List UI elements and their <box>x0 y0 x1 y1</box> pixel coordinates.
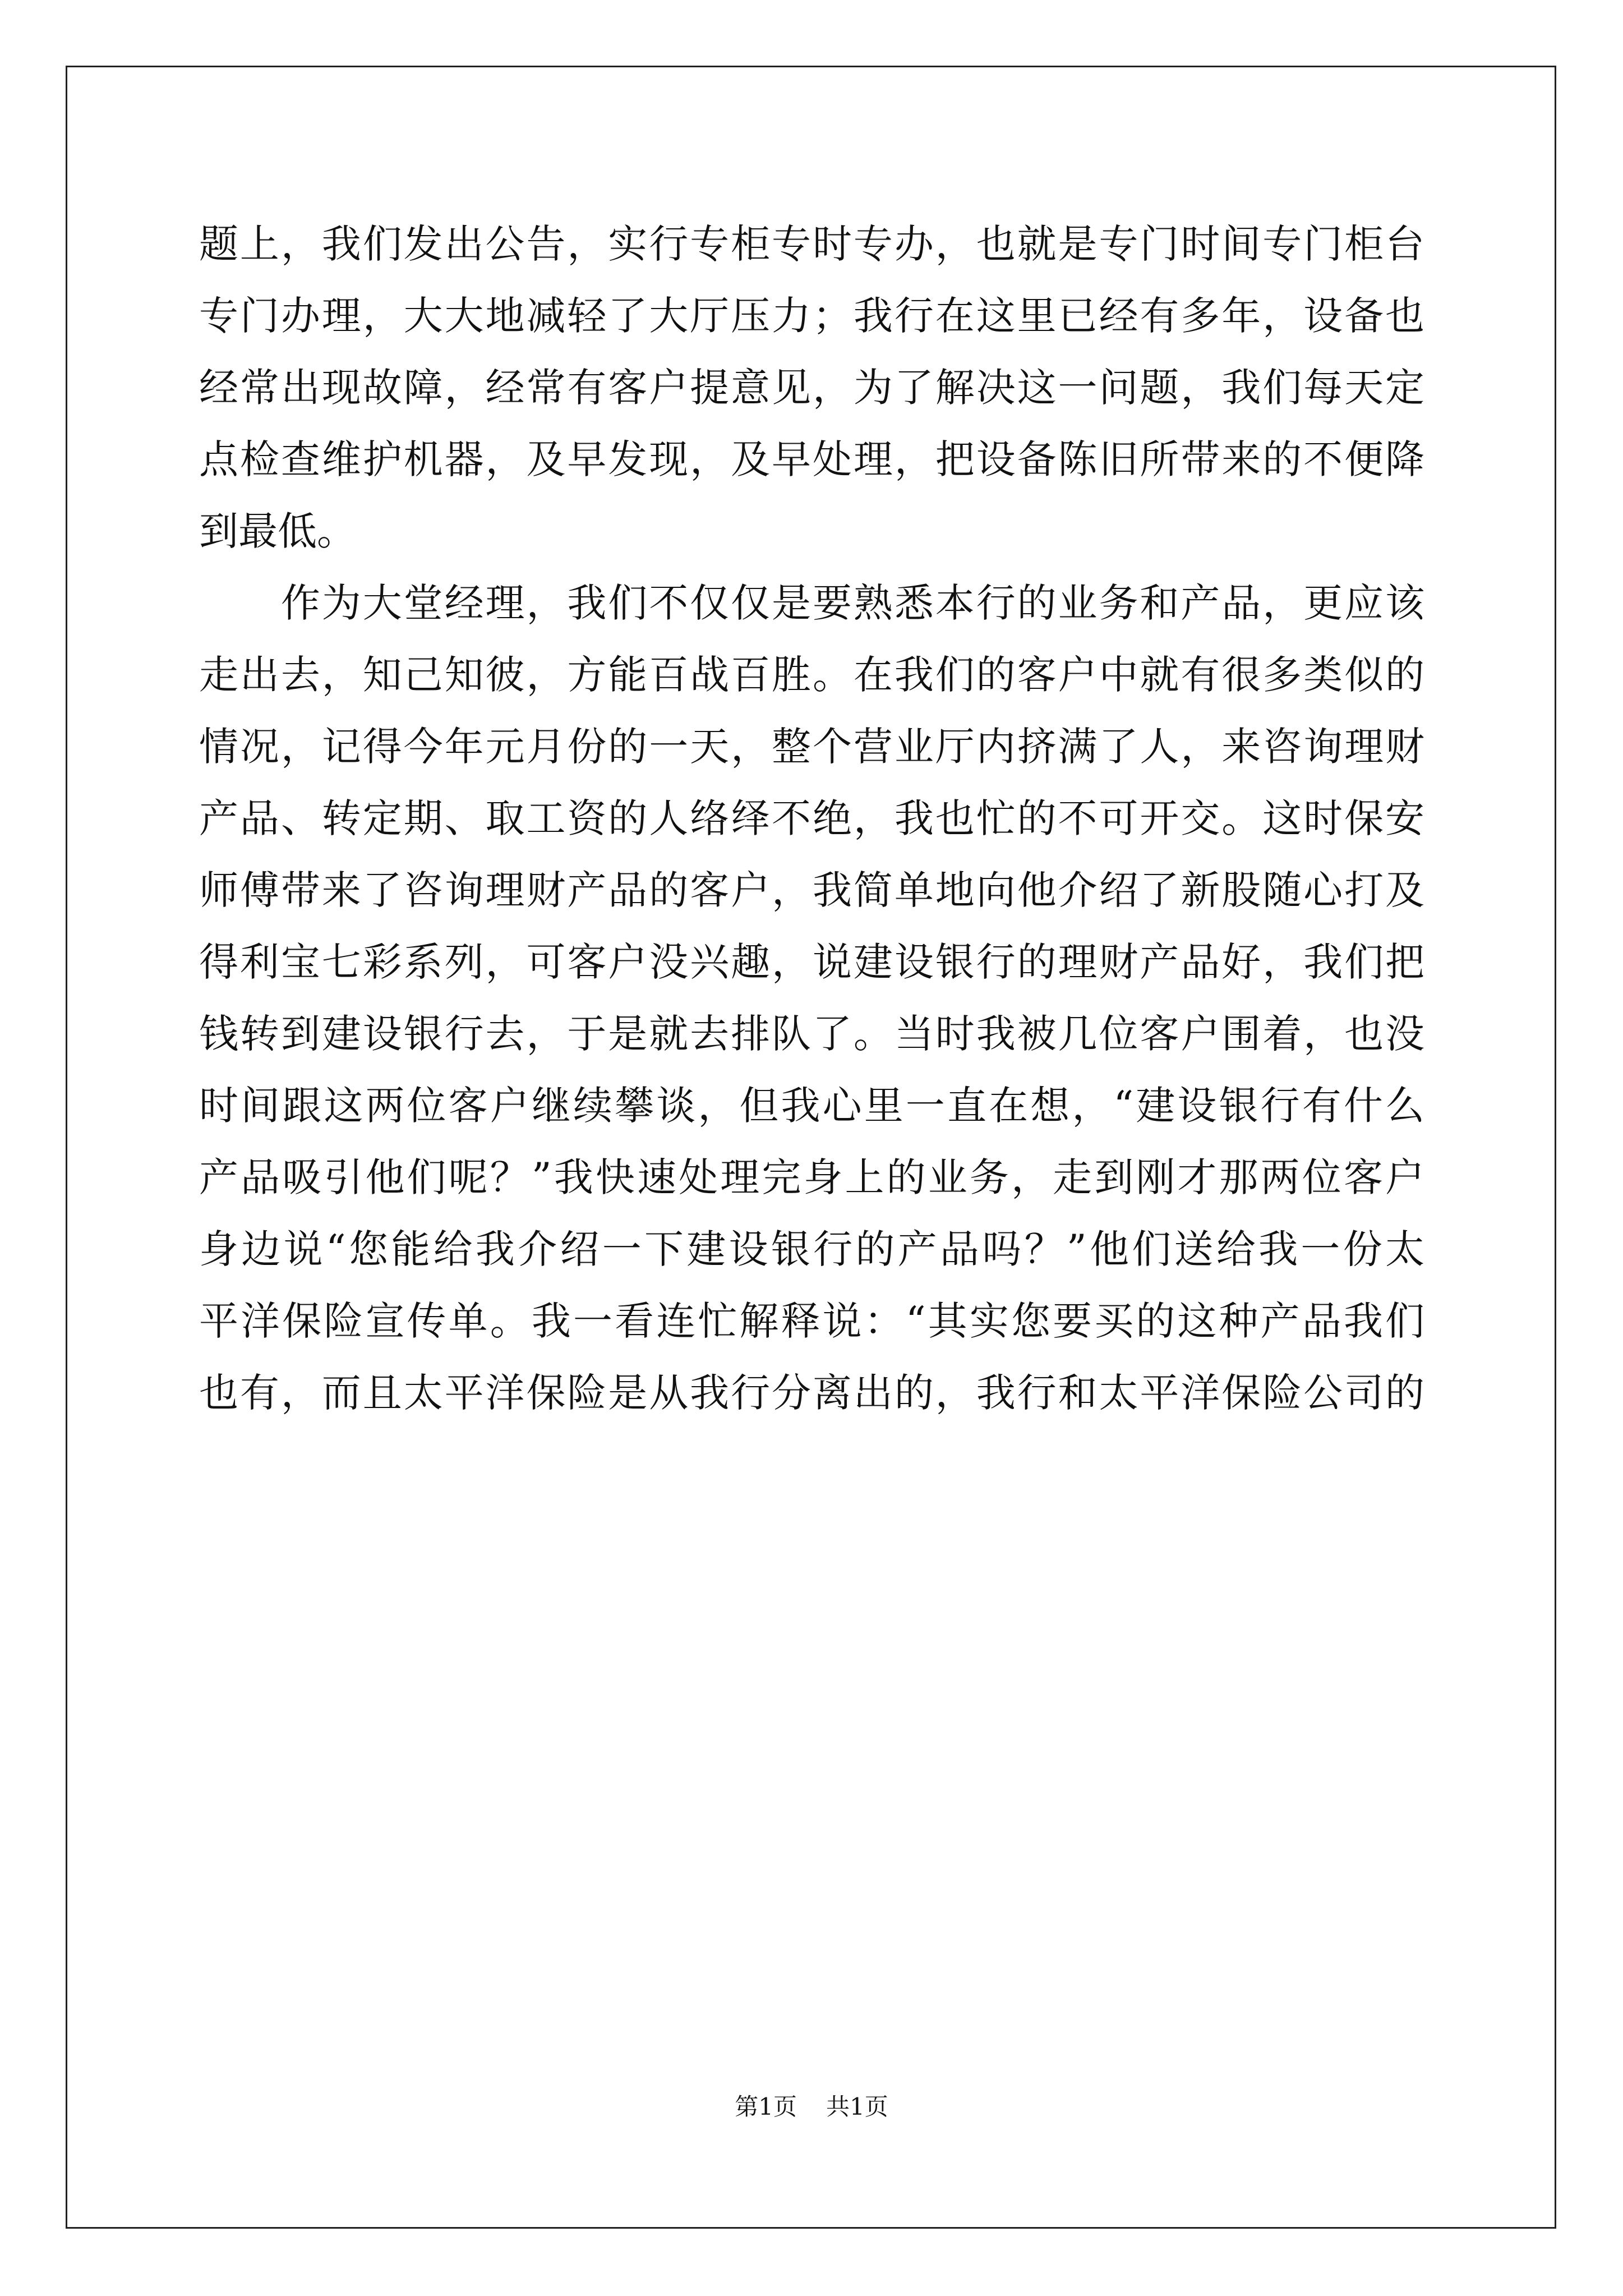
page-total: 共1页 <box>826 2093 888 2120</box>
paragraph-line: 经常出现故障，经常有客户提意见，为了解决这一问题，我们每天定 <box>199 365 1424 411</box>
paragraph-line: 走出去，知己知彼，方能百战百胜。在我们的客户中就有很多类似的 <box>199 652 1424 698</box>
paragraph-line: 平洋保险宣传单。我一看连忙解释说：“其实您要买的这种产品我们 <box>199 1298 1424 1344</box>
paragraph-line: 得利宝七彩系列，可客户没兴趣，说建设银行的理财产品好，我们把 <box>199 939 1424 985</box>
paragraph-line: 产品、转定期、取工资的人络绎不绝，我也忙的不可开交。这时保安 <box>199 795 1424 841</box>
page-number: 第1页 <box>735 2093 797 2120</box>
paragraph-line: 身边说“您能给我介绍一下建设银行的产品吗？”他们送给我一份太 <box>199 1226 1424 1272</box>
paragraph-line: 师傅带来了咨询理财产品的客户，我简单地向他介绍了新股随心打及 <box>199 867 1424 913</box>
paragraph-line: 也有，而且太平洋保险是从我行分离出的，我行和太平洋保险公司的 <box>199 1370 1424 1416</box>
paragraph-line: 作为大堂经理，我们不仅仅是要熟悉本行的业务和产品，更应该 <box>199 580 1424 626</box>
paragraph-line: 点检查维护机器，及早发现，及早处理，把设备陈旧所带来的不便降 <box>199 436 1424 482</box>
paragraph-line: 题上，我们发出公告，实行专柜专时专办，也就是专门时间专门柜台 <box>199 221 1424 267</box>
paragraph-line: 产品吸引他们呢？”我快速处理完身上的业务，走到刚才那两位客户 <box>199 1154 1424 1200</box>
page-footer <box>0 2090 1623 2124</box>
paragraph-line: 到最低。 <box>199 508 356 554</box>
paragraph-line: 专门办理，大大地减轻了大厅压力；我行在这里已经有多年，设备也 <box>199 293 1424 339</box>
paragraph-line: 时间跟这两位客户继续攀谈，但我心里一直在想，“建设银行有什么 <box>199 1083 1424 1129</box>
paragraph-line: 情况，记得今年元月份的一天，整个营业厅内挤满了人，来咨询理财 <box>199 724 1424 770</box>
paragraph-line: 钱转到建设银行去，于是就去排队了。当时我被几位客户围着，也没 <box>199 1011 1424 1057</box>
